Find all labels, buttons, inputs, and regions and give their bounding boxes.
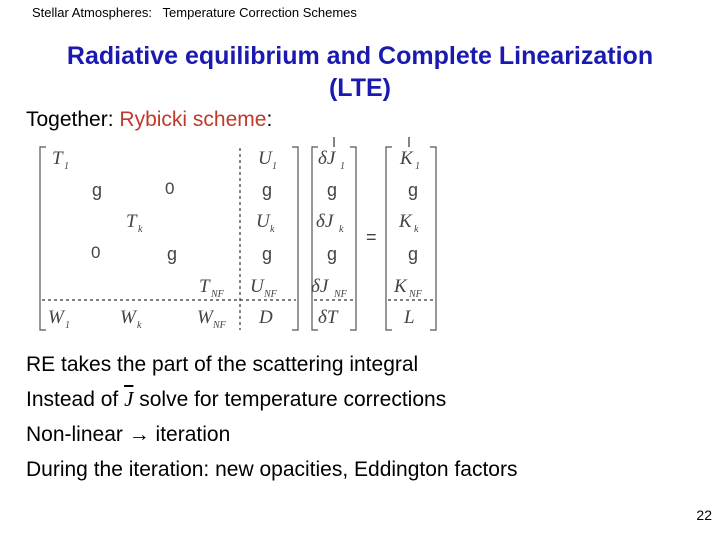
matrix-left-bracket	[40, 147, 46, 330]
knf-symbol: K	[394, 276, 407, 297]
row2-g-3: g	[327, 180, 338, 200]
bullet2-suffix: solve for temperature corrections	[133, 388, 447, 411]
title-line-1: Radiative equilibrium and Complete Linearization	[66, 42, 654, 70]
kk-symbol: K	[399, 211, 412, 232]
bullet2-prefix: Instead of	[26, 388, 125, 411]
k-vector-left-bracket	[386, 147, 392, 330]
tnf-subscript: NF	[211, 289, 224, 300]
page-number: 22	[696, 507, 712, 523]
bullet3-suffix: iteration	[149, 423, 231, 446]
djnf-subscript: NF	[334, 289, 347, 300]
tnf-symbol: T	[199, 276, 210, 297]
bullet-list	[26, 347, 517, 487]
row4-g-2: g	[262, 244, 273, 264]
row4-zero: 0	[91, 243, 101, 262]
w1-symbol: W	[48, 307, 64, 328]
dj1-symbol: δJ	[318, 148, 336, 169]
t1-symbol: T	[52, 148, 63, 169]
djk-symbol: δJ	[316, 211, 334, 232]
wnf-subscript: NF	[213, 320, 226, 331]
k1-symbol: K	[400, 148, 413, 169]
row2-g-2: g	[262, 180, 273, 200]
d-symbol: D	[259, 307, 273, 328]
wnf-symbol: W	[197, 307, 213, 328]
tk-symbol: T	[126, 211, 137, 232]
dj1-subscript: 1	[340, 161, 345, 172]
row4-g-4: g	[408, 244, 419, 264]
uk-subscript: k	[270, 224, 275, 235]
slide-header: Stellar Atmospheres: Temperature Correction Schemes	[32, 5, 357, 20]
wk-symbol: W	[120, 307, 136, 328]
k1-subscript: 1	[415, 161, 420, 172]
uk-symbol: U	[256, 211, 270, 232]
bullet-re-scattering: RE takes the part of the scattering integral	[26, 353, 419, 376]
knf-subscript: NF	[409, 289, 422, 300]
j-bar-symbol: $\overline{J}$	[124, 387, 134, 411]
k-vector-right-bracket	[430, 147, 436, 330]
row2-g-1: g	[92, 180, 103, 200]
bullet-nonlinear-iteration	[26, 417, 517, 452]
dt-symbol: δT	[318, 307, 338, 328]
matrix-right-bracket	[292, 147, 298, 330]
row2-g-4: g	[408, 180, 419, 200]
w1-subscript: 1	[65, 320, 70, 331]
wk-subscript: k	[137, 320, 142, 331]
djnf-symbol: δJ	[311, 276, 329, 297]
unf-symbol: U	[250, 276, 264, 297]
l-symbol: L	[404, 307, 415, 328]
equals-sign: =	[366, 227, 377, 247]
arrow-icon: →	[128, 423, 150, 446]
djk-subscript: k	[339, 224, 344, 235]
dj-vector-left-bracket	[312, 147, 318, 330]
u1-symbol: U	[258, 148, 272, 169]
together-prefix: Together:	[26, 108, 120, 131]
row4-g-3: g	[327, 244, 338, 264]
row2-zero: 0	[165, 179, 175, 198]
kk-subscript: k	[414, 224, 419, 235]
unf-subscript: NF	[264, 289, 277, 300]
bullet-temperature-corrections	[26, 382, 517, 417]
tk-subscript: k	[138, 224, 143, 235]
rybicki-scheme-text: Rybicki scheme	[119, 108, 267, 131]
title-line-2: (LTE)	[328, 74, 391, 102]
u1-subscript: 1	[272, 161, 277, 172]
t1-subscript: 1	[64, 161, 69, 172]
together-suffix: :	[266, 108, 273, 131]
dj-vector-right-bracket	[350, 147, 356, 330]
row4-g-1: g	[167, 244, 178, 264]
bullet-iteration-opacities: During the iteration: new opacities, Eddington factors	[26, 458, 518, 481]
bullet3-prefix: Non-linear	[26, 423, 129, 446]
